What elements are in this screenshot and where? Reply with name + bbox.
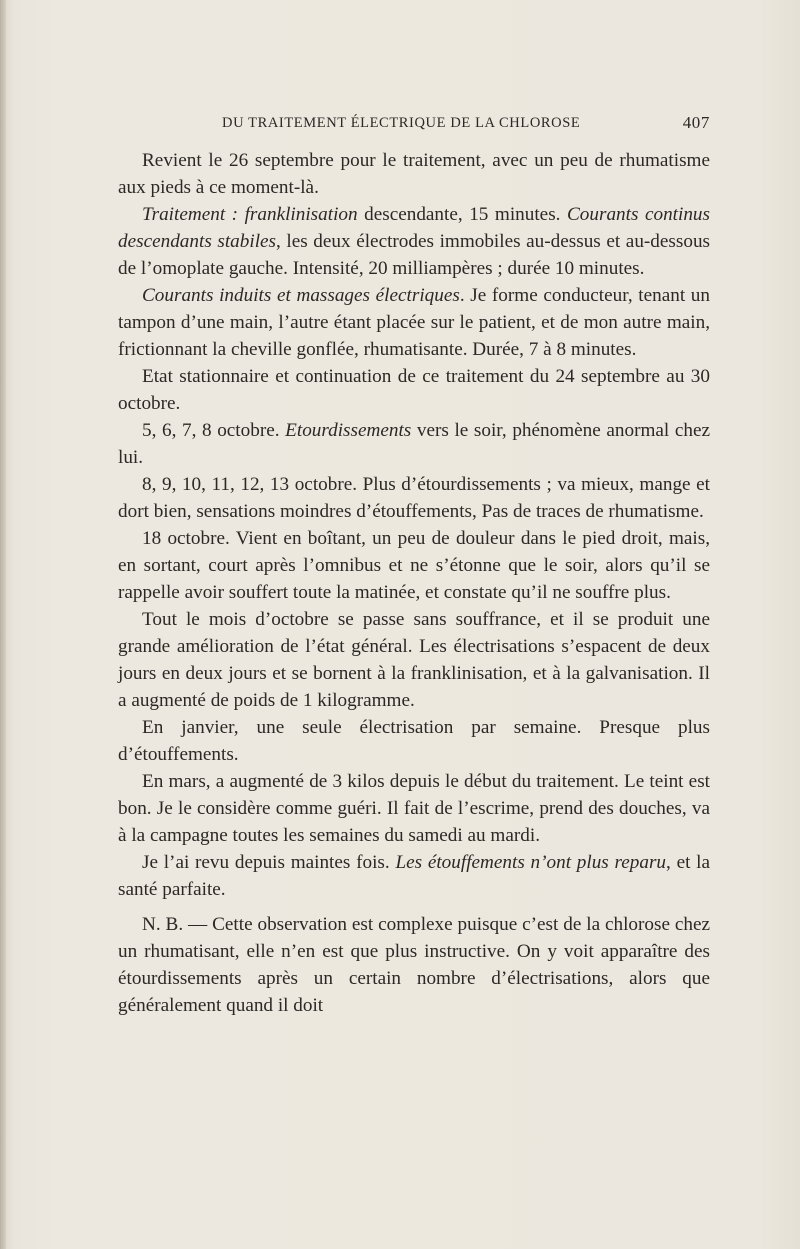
paragraph-revisit	[118, 849, 710, 903]
paragraph-january	[118, 714, 710, 768]
text-run: , et la santé parfaite.	[118, 852, 710, 900]
paragraph-stationary	[118, 363, 710, 417]
running-title: DU TRAITEMENT ÉLECTRIQUE DE LA CHLOROSE	[222, 115, 581, 131]
body-text	[118, 147, 710, 1019]
page-binding-edge	[0, 0, 6, 1249]
text-run: 5, 6, 7, 8 octobre.	[142, 420, 286, 441]
italic-run: Traitement : franklinisation	[142, 204, 358, 225]
italic-run: Courants induits et massages électriques	[142, 285, 460, 306]
text-run: 18 octobre. Vient en boîtant, un peu de douleur dans le pied droit, mais, en sortant, court après l’omnibus et ne s’étonne que le soir, alors qu’il se rappelle avoir souffert toute la matinée, et constate qu’il ne souffre plus.	[118, 528, 710, 603]
italic-run: Les étouffements n’ont plus reparu	[395, 852, 667, 873]
paragraph-march	[118, 768, 710, 849]
paragraph-induced-currents	[118, 282, 710, 363]
paragraph-treatment	[118, 201, 710, 282]
text-run: descendante, 15 minutes.	[357, 204, 567, 225]
paragraph-dizziness	[118, 417, 710, 471]
italic-run: Courants continus descendants stabiles	[118, 204, 710, 252]
text-run: , les deux électrodes immobiles au-dessus et au-dessous de l’omoplate gauche. Intensité, 20 milliampères ; durée 10 minutes.	[118, 231, 711, 279]
paragraph-return	[118, 147, 710, 201]
text-run: 8, 9, 10, 11, 12, 13 octobre. Plus d’étourdissements ; va mieux, mange et dort bien, sensations moindres d’étouffements, Pas de traces de rhumatisme.	[118, 474, 710, 522]
text-run: Tout le mois d’octobre se passe sans souffrance, et il se produit une grande amélioration de l’état général. Les électrisations s’espacent de deux jours en deux jours et se bornent à la franklinisation, et à la galvanisation. Il a augmenté de poids de 1 kilogramme.	[118, 609, 710, 711]
text-run: Etat stationnaire et continuation de ce traitement du 24 septembre au 30 octobre.	[118, 366, 710, 414]
paragraph-nota-bene	[118, 911, 710, 1019]
italic-run: Etourdissements	[285, 420, 412, 441]
text-run: En mars, a augmenté de 3 kilos depuis le début du traitement. Le teint est bon. Je le considère comme guéri. Il fait de l’escrime, prend des douches, va à la campagne toutes les semaines du samedi au mardi.	[118, 771, 710, 846]
text-run: . Je forme conducteur, tenant un tampon d’une main, l’autre étant placée sur le patient, et de mon autre main, frictionnant la cheville gonflée, rhumatisante. Durée, 7 à 8 minutes.	[118, 285, 710, 360]
text-run: Revient le 26 septembre pour le traitement, avec un peu de rhumatisme aux pieds à ce moment-là.	[118, 150, 710, 198]
text-run: Je l’ai revu depuis maintes fois.	[142, 852, 396, 873]
paragraph-october-18	[118, 525, 710, 606]
text-run: En janvier, une seule électrisation par semaine. Presque plus d’étouffements.	[118, 717, 710, 765]
text-run: vers le soir, phénomène anormal chez lui.	[118, 420, 710, 468]
text-run: N. B. — Cette observation est complexe puisque c’est de la chlorose chez un rhumatisant, elle n’en est que plus instructive. On y voit apparaître des étourdissements après un certain nombre d’électrisations, alors que généralement quand il doit	[118, 914, 710, 1016]
paragraph-october-month	[118, 606, 710, 714]
page-header	[118, 115, 710, 137]
paragraph-improvement	[118, 471, 710, 525]
page-number: 407	[682, 113, 710, 132]
